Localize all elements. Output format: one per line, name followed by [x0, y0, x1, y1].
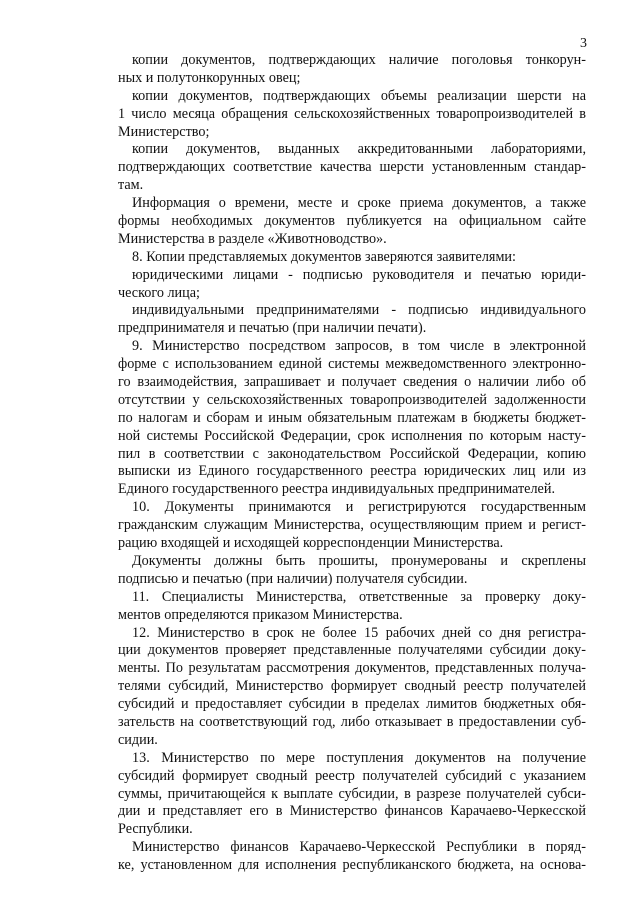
text-line: подтверждающих соответствие качества шерсти установленным стандар-: [118, 159, 586, 176]
text-line: гражданским служащим Министерства, осуществляющим прием и регист-: [118, 517, 586, 534]
text-line: копии документов, подтверждающих объемы реализации шерсти на: [132, 87, 586, 104]
text-line: Министерство финансов Карачаево-Черкесской Республики в поряд-: [132, 839, 586, 856]
text-line: форме с использованием единой системы межведомственного электронно-: [118, 356, 586, 373]
text-line: ной системы Российской Федерации, срок исполнения по которым насту-: [118, 427, 586, 444]
text-line: ческого лица;: [118, 284, 200, 301]
text-line: Документы должны быть прошиты, пронумерованы и скреплены: [132, 552, 586, 569]
text-line: 11. Специалисты Министерства, ответственные за проверку доку-: [132, 588, 586, 605]
text-line: субсидий формирует сводный реестр получателей субсидий с указанием: [118, 767, 586, 784]
text-line: ке, установленном для исполнения республиканского бюджета, на основа-: [118, 857, 586, 874]
text-line: сидии.: [118, 731, 158, 748]
text-line: Министерства в разделе «Животноводство».: [118, 230, 387, 247]
text-line: отсутствии у сельскохозяйственных товаропроизводителей задолженности: [118, 391, 586, 408]
text-line: пил в соответствии с законодательством Российской Федерации, копию: [118, 445, 586, 462]
document-body: [118, 52, 586, 875]
text-line: индивидуальными предпринимателями - подписью индивидуального: [132, 302, 586, 319]
text-line: копии документов, выданных аккредитованными лабораториями,: [132, 141, 586, 158]
text-line: ных и полутонкорунных овец;: [118, 69, 301, 86]
text-line: Республики.: [118, 821, 193, 838]
text-line: 1 число месяца обращения сельскохозяйственных товаропроизводителей в: [118, 105, 586, 122]
text-line: рацию входящей и исходящей корреспонденции Министерства.: [118, 535, 504, 552]
text-line: суммы, причитающейся к выплате субсидии, в разрезе получателей субси-: [118, 785, 586, 802]
page-number: 3: [580, 36, 587, 51]
text-line: там.: [118, 177, 144, 194]
text-line: дии и представляет его в Министерство финансов Карачаево-Черкесской: [118, 803, 586, 820]
text-line: формы необходимых документов публикуется на официальном сайте: [118, 213, 586, 230]
text-line: по налогам и сборам и иным обязательным платежам в бюджеты бюджет-: [118, 409, 586, 426]
text-line: го взаимодействия, запрашивает и получает сведения о наличии либо об: [118, 374, 586, 391]
text-line: ментов определяются приказом Министерства.: [118, 606, 403, 623]
text-line: юридическими лицами - подписью руководителя и печатью юриди-: [132, 266, 586, 283]
text-line: 10. Документы принимаются и регистрируются государственным: [132, 499, 586, 516]
text-line: субсидий и предоставляет субсидии в пределах лимитов бюджетных обя-: [118, 696, 586, 713]
text-line: ции документов проверяет представленные получателями субсидии доку-: [118, 642, 586, 659]
text-line: 13. Министерство по мере поступления документов на получение: [132, 749, 586, 766]
text-line: 8. Копии представляемых документов заверяются заявителями:: [132, 248, 516, 265]
text-line: копии документов, подтверждающих наличие поголовья тонкорун-: [132, 52, 586, 68]
text-line: предпринимателя и печатью (при наличии печати).: [118, 320, 427, 337]
text-line: подписью и печатью (при наличии) получателя субсидии.: [118, 570, 468, 587]
text-line: телями субсидий, Министерство формирует сводный реестр получателей: [118, 678, 586, 695]
text-line: 9. Министерство посредством запросов, в том числе в электронной: [132, 338, 586, 355]
text-line: выписки из Единого государственного реестра юридических лиц или из: [118, 463, 586, 480]
text-line: 12. Министерство в срок не более 15 рабочих дней со дня регистра-: [132, 624, 586, 641]
text-line: Информация о времени, месте и сроке приема документов, а также: [132, 195, 586, 212]
text-line: Министерство;: [118, 123, 210, 140]
text-line: менты. По результатам рассмотрения документов, представленных получа-: [118, 660, 586, 677]
text-line: зательств на соответствующий год, либо отказывает в предоставлении суб-: [118, 713, 586, 730]
text-line: Единого государственного реестра индивидуальных предпринимателей.: [118, 481, 555, 498]
